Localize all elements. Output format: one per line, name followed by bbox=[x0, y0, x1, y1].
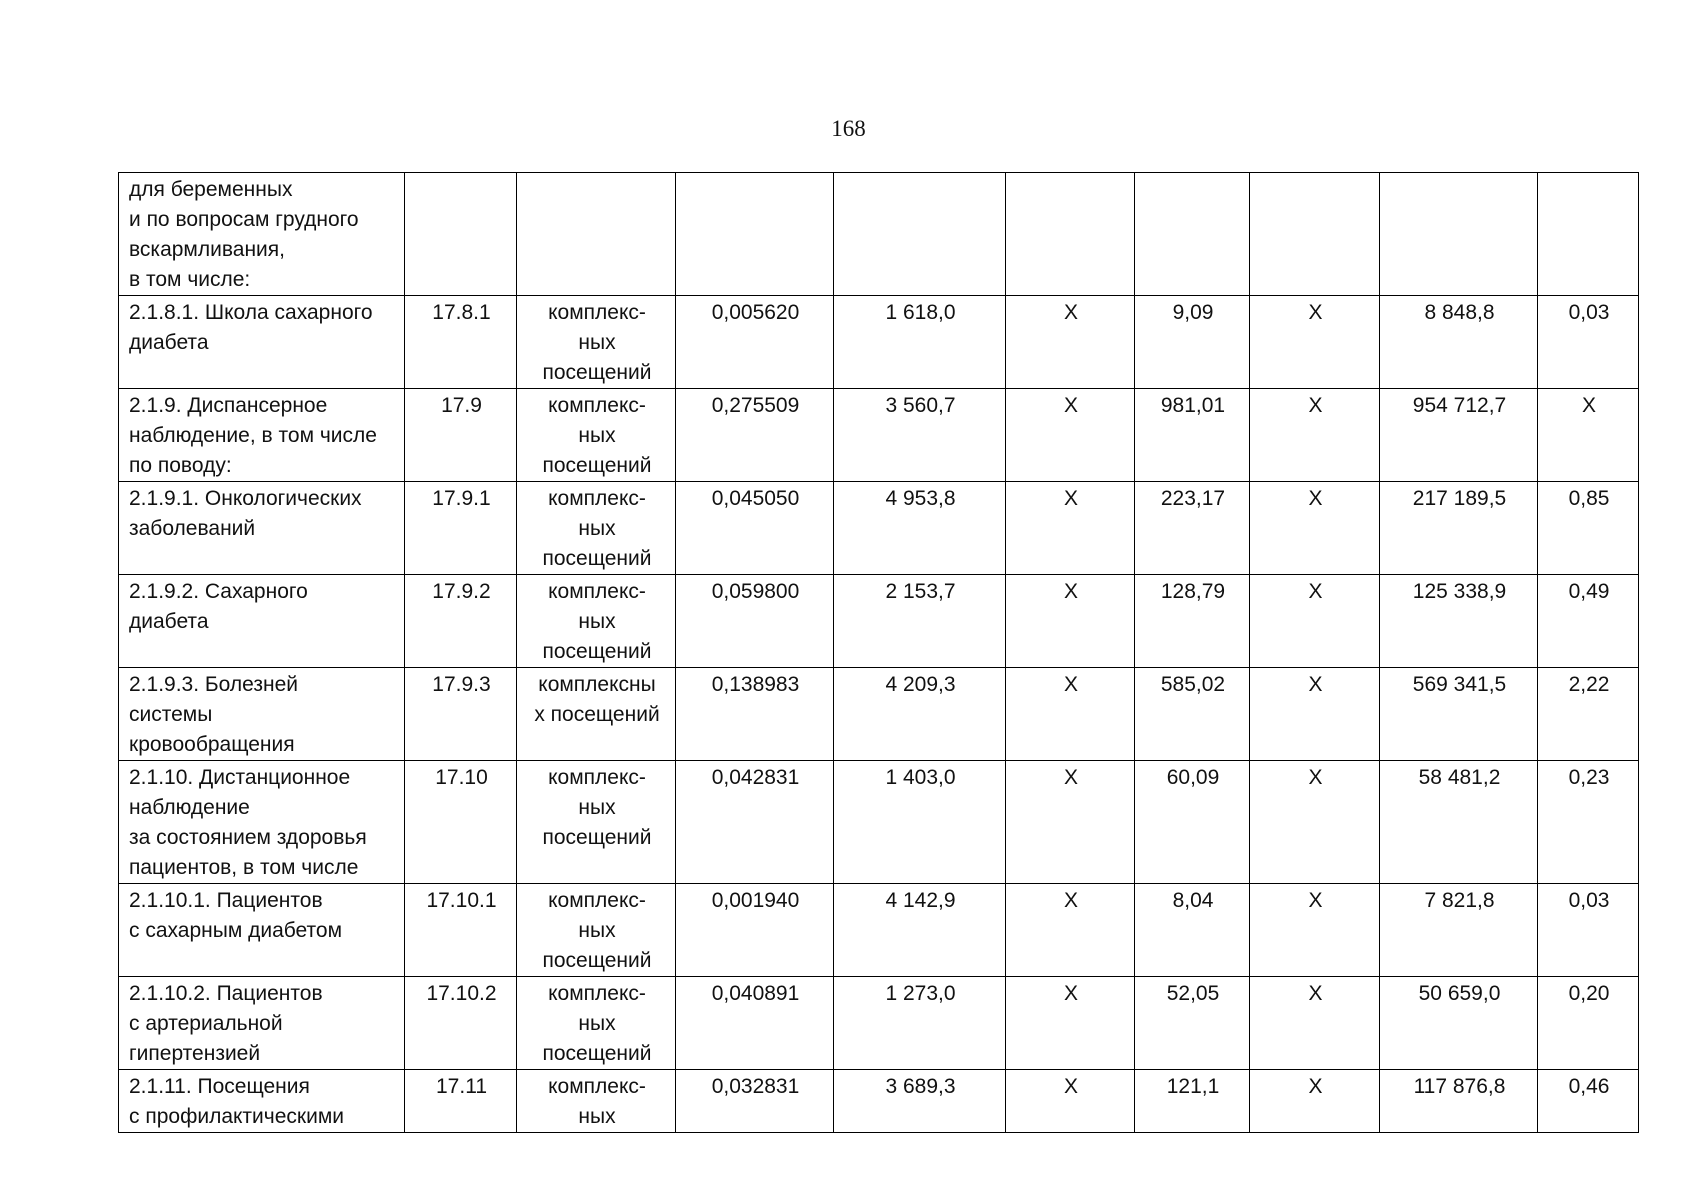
indicator-name-line: 2.1.9. Диспансерное bbox=[129, 394, 328, 417]
unit-line: посещений bbox=[542, 1042, 652, 1065]
col6-cell: X bbox=[1006, 884, 1135, 977]
cost-norm-cell: 4 953,8 bbox=[834, 482, 1006, 575]
table-row bbox=[119, 1070, 1639, 1133]
indicator-name-line: наблюдение, в том числе bbox=[129, 424, 377, 447]
indicator-name-line: диабета bbox=[129, 610, 209, 633]
cost-norm-cell: 3 689,3 bbox=[834, 1070, 1006, 1133]
unit-line: комплекс- bbox=[548, 982, 646, 1005]
col8-cell: X bbox=[1250, 482, 1380, 575]
percent-cell: 0,49 bbox=[1538, 575, 1639, 668]
indicator-name-line: гипертензией bbox=[129, 1042, 261, 1065]
percent-cell: 2,22 bbox=[1538, 668, 1639, 761]
indicator-name-cell bbox=[119, 575, 405, 668]
table-row bbox=[119, 668, 1639, 761]
row-code-cell: 17.9 bbox=[405, 389, 517, 482]
table-row bbox=[119, 575, 1639, 668]
volume-norm-cell: 0,138983 bbox=[676, 668, 834, 761]
table-row bbox=[119, 884, 1639, 977]
percent-cell: 0,20 bbox=[1538, 977, 1639, 1070]
col8-cell bbox=[1250, 173, 1380, 296]
data-table bbox=[118, 172, 1639, 1133]
unit-line: комплекс- bbox=[548, 1075, 646, 1098]
unit-line: комплекс- bbox=[548, 487, 646, 510]
indicator-name-cell bbox=[119, 296, 405, 389]
row-code-cell: 17.8.1 bbox=[405, 296, 517, 389]
page-number: 168 bbox=[831, 116, 866, 141]
indicator-name-cell bbox=[119, 482, 405, 575]
indicator-name-line: 2.1.9.2. Сахарного bbox=[129, 580, 308, 603]
row-code-cell: 17.9.3 bbox=[405, 668, 517, 761]
indicator-name-line: пациентов, в том числе bbox=[129, 856, 359, 879]
indicator-name-cell bbox=[119, 173, 405, 296]
total-cost-cell: 954 712,7 bbox=[1380, 389, 1538, 482]
total-cost-cell: 217 189,5 bbox=[1380, 482, 1538, 575]
col6-cell: X bbox=[1006, 668, 1135, 761]
per-capita-cell: 121,1 bbox=[1135, 1070, 1250, 1133]
cost-norm-cell: 1 618,0 bbox=[834, 296, 1006, 389]
indicator-name-cell bbox=[119, 884, 405, 977]
indicator-name-line: и по вопросам грудного bbox=[129, 208, 359, 231]
unit-line: ных bbox=[578, 610, 616, 633]
per-capita-cell: 8,04 bbox=[1135, 884, 1250, 977]
total-cost-cell: 58 481,2 bbox=[1380, 761, 1538, 884]
unit-line: посещений bbox=[542, 640, 652, 663]
indicator-name-cell bbox=[119, 1070, 405, 1133]
total-cost-cell bbox=[1380, 173, 1538, 296]
indicator-name-line: 2.1.8.1. Школа сахарного bbox=[129, 301, 373, 324]
indicator-name-line: наблюдение bbox=[129, 796, 250, 819]
row-code-cell: 17.9.2 bbox=[405, 575, 517, 668]
indicator-name-line: системы bbox=[129, 703, 213, 726]
indicator-name-line: диабета bbox=[129, 331, 209, 354]
col8-cell: X bbox=[1250, 884, 1380, 977]
row-code-cell: 17.9.1 bbox=[405, 482, 517, 575]
col8-cell: X bbox=[1250, 977, 1380, 1070]
table-row bbox=[119, 482, 1639, 575]
unit-line: комплекс- bbox=[548, 766, 646, 789]
percent-cell: 0,85 bbox=[1538, 482, 1639, 575]
unit-line: ных bbox=[578, 796, 616, 819]
per-capita-cell: 9,09 bbox=[1135, 296, 1250, 389]
unit-cell bbox=[517, 575, 676, 668]
indicator-name-line: с сахарным диабетом bbox=[129, 919, 343, 942]
unit-cell bbox=[517, 296, 676, 389]
per-capita-cell bbox=[1135, 173, 1250, 296]
indicator-name-line: за состоянием здоровья bbox=[129, 826, 367, 849]
volume-norm-cell: 0,059800 bbox=[676, 575, 834, 668]
table-row bbox=[119, 173, 1639, 296]
row-code-cell: 17.10.1 bbox=[405, 884, 517, 977]
total-cost-cell: 8 848,8 bbox=[1380, 296, 1538, 389]
per-capita-cell: 585,02 bbox=[1135, 668, 1250, 761]
indicator-name-cell bbox=[119, 761, 405, 884]
col6-cell: X bbox=[1006, 761, 1135, 884]
unit-line: ных bbox=[578, 1105, 616, 1128]
indicator-name-line: 2.1.9.1. Онкологических bbox=[129, 487, 362, 510]
cost-norm-cell bbox=[834, 173, 1006, 296]
row-code-cell bbox=[405, 173, 517, 296]
per-capita-cell: 60,09 bbox=[1135, 761, 1250, 884]
total-cost-cell: 7 821,8 bbox=[1380, 884, 1538, 977]
cost-norm-cell: 3 560,7 bbox=[834, 389, 1006, 482]
table-row bbox=[119, 296, 1639, 389]
unit-line: комплексны bbox=[538, 673, 656, 696]
col6-cell: X bbox=[1006, 1070, 1135, 1133]
unit-line: ных bbox=[578, 919, 616, 942]
unit-line: комплекс- bbox=[548, 301, 646, 324]
total-cost-cell: 569 341,5 bbox=[1380, 668, 1538, 761]
unit-line: ных bbox=[578, 517, 616, 540]
table-row bbox=[119, 761, 1639, 884]
col6-cell: X bbox=[1006, 482, 1135, 575]
unit-cell bbox=[517, 977, 676, 1070]
volume-norm-cell: 0,001940 bbox=[676, 884, 834, 977]
row-code-cell: 17.11 bbox=[405, 1070, 517, 1133]
cost-norm-cell: 1 273,0 bbox=[834, 977, 1006, 1070]
indicator-name-line: по поводу: bbox=[129, 454, 232, 477]
indicator-name-line: заболеваний bbox=[129, 517, 256, 540]
percent-cell: 0,03 bbox=[1538, 296, 1639, 389]
col6-cell: X bbox=[1006, 296, 1135, 389]
indicator-name-line: 2.1.10. Дистанционное bbox=[129, 766, 351, 789]
per-capita-cell: 981,01 bbox=[1135, 389, 1250, 482]
total-cost-cell: 117 876,8 bbox=[1380, 1070, 1538, 1133]
unit-cell bbox=[517, 1070, 676, 1133]
indicator-name-line: кровообращения bbox=[129, 733, 295, 756]
indicator-name-line: вскармливания, bbox=[129, 238, 285, 261]
per-capita-cell: 223,17 bbox=[1135, 482, 1250, 575]
unit-cell bbox=[517, 668, 676, 761]
indicator-name-line: 2.1.11. Посещения bbox=[129, 1075, 310, 1098]
indicator-name-cell bbox=[119, 668, 405, 761]
cost-norm-cell: 1 403,0 bbox=[834, 761, 1006, 884]
col6-cell: X bbox=[1006, 977, 1135, 1070]
unit-cell bbox=[517, 389, 676, 482]
row-code-cell: 17.10 bbox=[405, 761, 517, 884]
unit-line: х посещений bbox=[534, 703, 660, 726]
unit-line: ных bbox=[578, 1012, 616, 1035]
unit-line: посещений bbox=[542, 949, 652, 972]
table-row bbox=[119, 389, 1639, 482]
volume-norm-cell: 0,040891 bbox=[676, 977, 834, 1070]
indicator-name-line: с профилактическими bbox=[129, 1105, 344, 1128]
percent-cell: 0,46 bbox=[1538, 1070, 1639, 1133]
col8-cell: X bbox=[1250, 575, 1380, 668]
unit-cell bbox=[517, 173, 676, 296]
unit-line: комплекс- bbox=[548, 889, 646, 912]
total-cost-cell: 125 338,9 bbox=[1380, 575, 1538, 668]
volume-norm-cell: 0,045050 bbox=[676, 482, 834, 575]
per-capita-cell: 52,05 bbox=[1135, 977, 1250, 1070]
unit-cell bbox=[517, 761, 676, 884]
table-row bbox=[119, 977, 1639, 1070]
row-code-cell: 17.10.2 bbox=[405, 977, 517, 1070]
col8-cell: X bbox=[1250, 668, 1380, 761]
unit-cell bbox=[517, 482, 676, 575]
col8-cell: X bbox=[1250, 1070, 1380, 1133]
volume-norm-cell: 0,032831 bbox=[676, 1070, 834, 1133]
indicator-name-line: для беременных bbox=[129, 178, 293, 201]
unit-line: ных bbox=[578, 424, 616, 447]
percent-cell bbox=[1538, 173, 1639, 296]
col6-cell: X bbox=[1006, 575, 1135, 668]
cost-norm-cell: 4 209,3 bbox=[834, 668, 1006, 761]
indicator-name-line: 2.1.10.1. Пациентов bbox=[129, 889, 323, 912]
volume-norm-cell: 0,275509 bbox=[676, 389, 834, 482]
unit-line: комплекс- bbox=[548, 394, 646, 417]
table-body bbox=[119, 173, 1639, 1133]
percent-cell: X bbox=[1538, 389, 1639, 482]
col6-cell bbox=[1006, 173, 1135, 296]
cost-norm-cell: 2 153,7 bbox=[834, 575, 1006, 668]
indicator-name-line: 2.1.10.2. Пациентов bbox=[129, 982, 323, 1005]
unit-line: посещений bbox=[542, 454, 652, 477]
unit-line: посещений bbox=[542, 547, 652, 570]
percent-cell: 0,03 bbox=[1538, 884, 1639, 977]
total-cost-cell: 50 659,0 bbox=[1380, 977, 1538, 1070]
volume-norm-cell bbox=[676, 173, 834, 296]
percent-cell: 0,23 bbox=[1538, 761, 1639, 884]
unit-cell bbox=[517, 884, 676, 977]
unit-line: посещений bbox=[542, 826, 652, 849]
col8-cell: X bbox=[1250, 761, 1380, 884]
indicator-name-cell bbox=[119, 389, 405, 482]
col6-cell: X bbox=[1006, 389, 1135, 482]
indicator-name-cell bbox=[119, 977, 405, 1070]
volume-norm-cell: 0,042831 bbox=[676, 761, 834, 884]
col8-cell: X bbox=[1250, 296, 1380, 389]
indicator-name-line: 2.1.9.3. Болезней bbox=[129, 673, 298, 696]
col8-cell: X bbox=[1250, 389, 1380, 482]
unit-line: комплекс- bbox=[548, 580, 646, 603]
indicator-name-line: в том числе: bbox=[129, 268, 251, 291]
volume-norm-cell: 0,005620 bbox=[676, 296, 834, 389]
per-capita-cell: 128,79 bbox=[1135, 575, 1250, 668]
cost-norm-cell: 4 142,9 bbox=[834, 884, 1006, 977]
unit-line: ных bbox=[578, 331, 616, 354]
indicator-name-line: с артериальной bbox=[129, 1012, 283, 1035]
unit-line: посещений bbox=[542, 361, 652, 384]
